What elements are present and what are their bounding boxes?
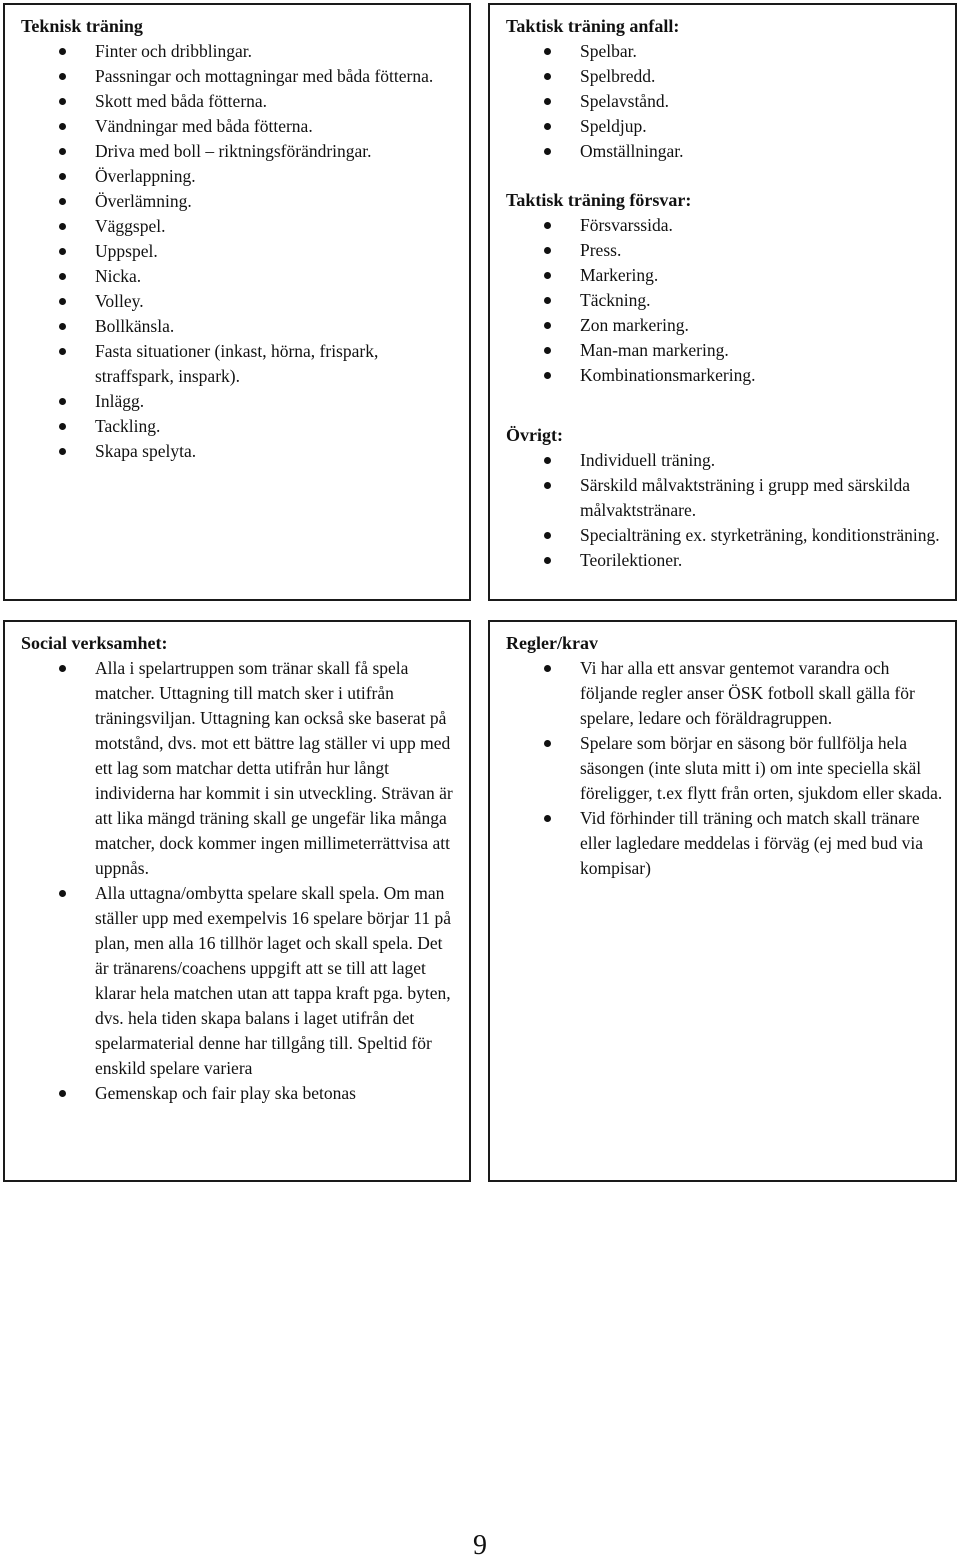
list-item: Press. — [506, 238, 943, 263]
regler-heading: Regler/krav — [506, 633, 598, 653]
list-item: Inlägg. — [21, 389, 457, 414]
social-list — [21, 656, 457, 1106]
social-box — [3, 620, 471, 1182]
teknisk-heading: Teknisk träning — [21, 16, 143, 36]
list-item: Man-man markering. — [506, 338, 943, 363]
list-item: Omställningar. — [506, 139, 943, 164]
list-item: Spelbredd. — [506, 64, 943, 89]
list-item: Gemenskap och fair play ska betonas — [21, 1081, 457, 1106]
list-item: Passningar och mottagningar med båda fötterna. — [21, 64, 457, 89]
list-item: Individuell träning. — [506, 448, 943, 473]
list-item: Volley. — [21, 289, 457, 314]
list-item: Finter och dribblingar. — [21, 39, 457, 64]
list-item: Vändningar med båda fötterna. — [21, 114, 457, 139]
list-item: Kombinationsmarkering. — [506, 363, 943, 388]
list-item: Väggspel. — [21, 214, 457, 239]
list-item: Driva med boll – riktningsförändringar. — [21, 139, 457, 164]
list-item: Särskild målvaktsträning i grupp med särskilda målvaktstränare. — [506, 473, 943, 523]
list-item: Nicka. — [21, 264, 457, 289]
forsvar-heading: Taktisk träning försvar: — [506, 190, 692, 210]
list-item: Spelare som börjar en säsong bör fullfölja hela säsongen (inte sluta mitt i) om inte speciella skäl föreligger, t.ex flytt från orten, sjukdom eller skada. — [506, 731, 943, 806]
list-item: Alla i spelartruppen som tränar skall få spela matcher. Uttagning till match sker i utifrån träningsviljan. Uttagning kan också ske baserat på motstånd, dvs. mot ett bättre lag ställer vi upp med ett lag som matchar detta utifrån hur långt individerna har kommit i sin utveckling. Strävan är att lika mängd träning skall ge ungefär lika många matcher, dock kommer ingen millimeterrättvisa att uppnås. — [21, 656, 457, 881]
list-item: Försvarssida. — [506, 213, 943, 238]
regler-list — [506, 656, 943, 881]
list-item: Vid förhinder till träning och match skall tränare eller lagledare meddelas i förväg (ej med bud via kompisar) — [506, 806, 943, 881]
list-item: Teorilektioner. — [506, 548, 943, 573]
taktisk-box — [488, 3, 957, 601]
regler-box — [488, 620, 957, 1182]
list-item: Skapa spelyta. — [21, 439, 457, 464]
list-item: Fasta situationer (inkast, hörna, frispark, straffspark, inspark). — [21, 339, 457, 389]
forsvar-list — [506, 213, 943, 388]
list-item: Spelbar. — [506, 39, 943, 64]
list-item: Specialträning ex. styrketräning, konditionsträning. — [506, 523, 943, 548]
list-item: Vi har alla ett ansvar gentemot varandra och följande regler anser ÖSK fotboll skall gälla för spelare, ledare och föräldragruppen. — [506, 656, 943, 731]
list-item: Uppspel. — [21, 239, 457, 264]
list-item: Överlämning. — [21, 189, 457, 214]
teknisk-box — [3, 3, 471, 601]
list-item: Alla uttagna/ombytta spelare skall spela. Om man ställer upp med exempelvis 16 spelare börjar 11 på plan, men alla 16 tillhör laget och skall spela. Det är tränarens/coachens uppgift att se till att laget klarar hela matchen utan att tappa kraft pga. byten, dvs. hela tiden skapa balans i laget utifrån det spelarmaterial denne har tillgång till. Speltid för enskild spelare variera — [21, 881, 457, 1081]
anfall-list — [506, 39, 943, 164]
list-item: Skott med båda fötterna. — [21, 89, 457, 114]
list-item: Bollkänsla. — [21, 314, 457, 339]
social-heading: Social verksamhet: — [21, 633, 168, 653]
ovrigt-heading: Övrigt: — [506, 425, 563, 445]
page-number: 9 — [473, 1530, 487, 1561]
list-item: Zon markering. — [506, 313, 943, 338]
teknisk-list — [21, 39, 457, 464]
list-item: Täckning. — [506, 288, 943, 313]
list-item: Tackling. — [21, 414, 457, 439]
list-item: Speldjup. — [506, 114, 943, 139]
list-item: Markering. — [506, 263, 943, 288]
list-item: Överlappning. — [21, 164, 457, 189]
anfall-heading: Taktisk träning anfall: — [506, 16, 680, 36]
section-spacer — [506, 164, 943, 188]
ovrigt-list — [506, 448, 943, 573]
section-spacer — [506, 388, 943, 423]
list-item: Spelavstånd. — [506, 89, 943, 114]
